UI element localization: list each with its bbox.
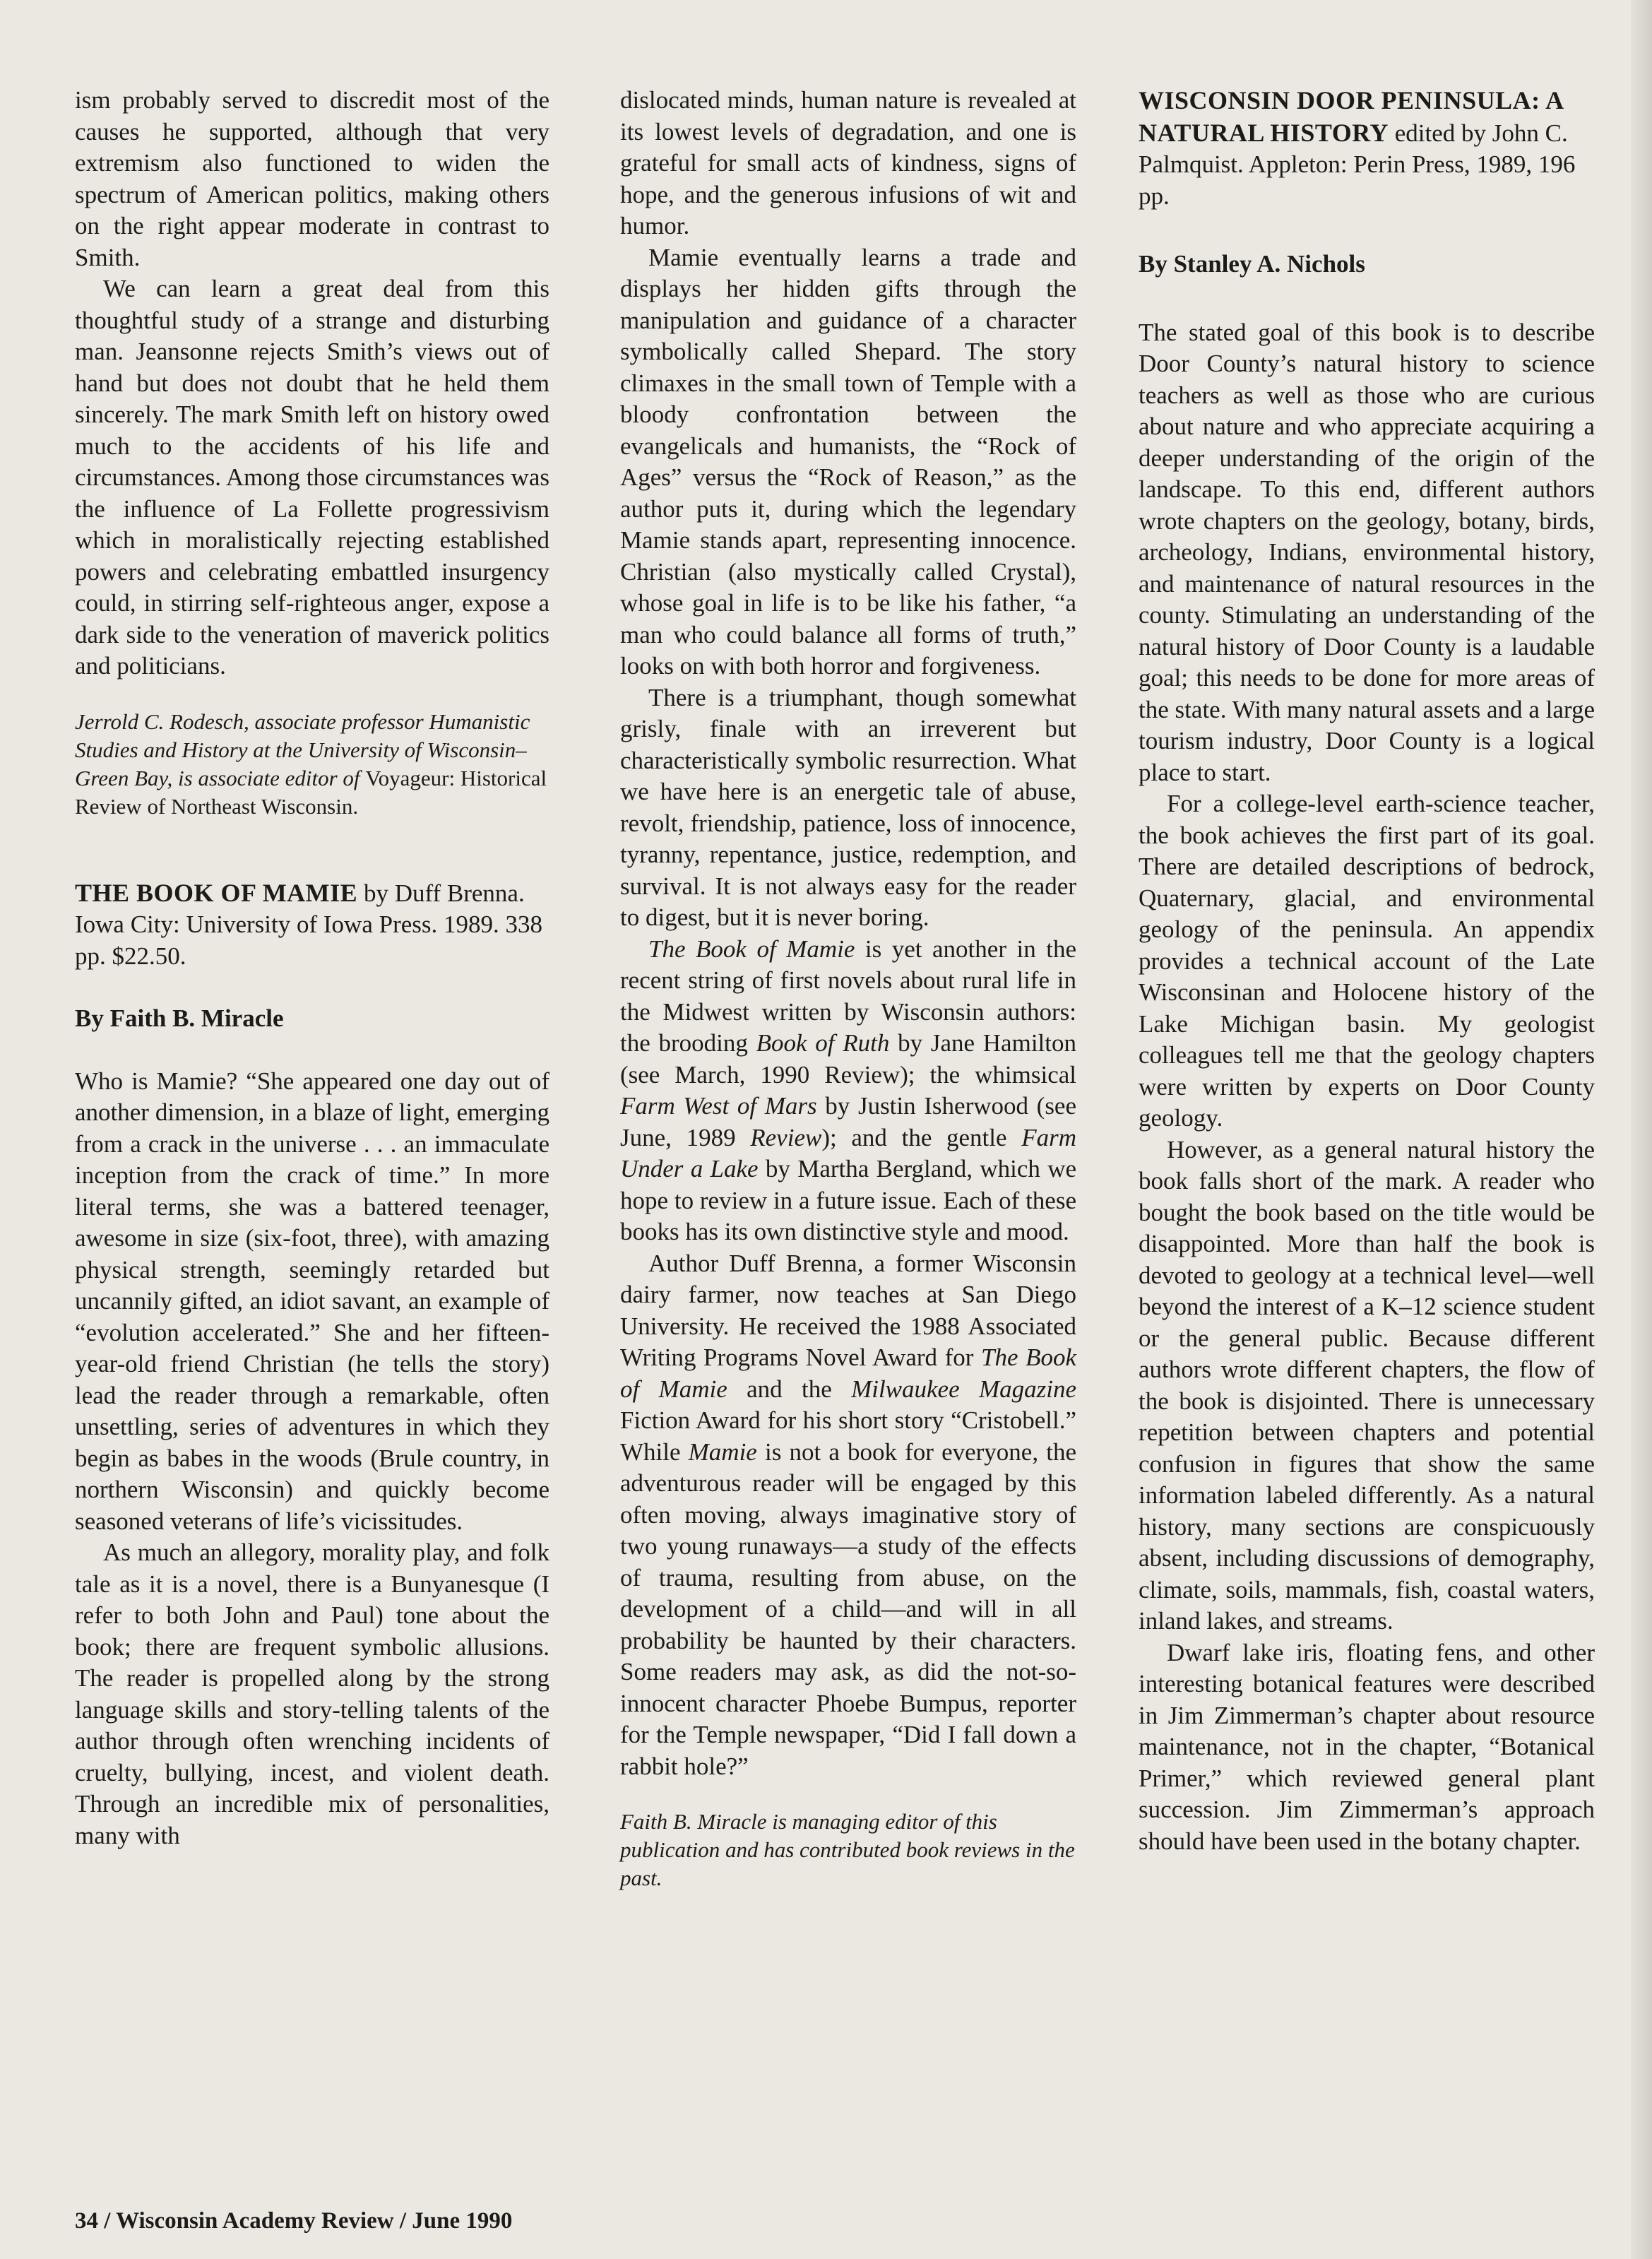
page-edge xyxy=(1631,0,1652,2259)
review-heading xyxy=(1139,85,1595,212)
book-title-ref: Farm West of Mars xyxy=(620,1092,817,1120)
book-info: edited by John C. Palmquist. Appleton: Perin Press, 1989, 196 pp. xyxy=(1139,119,1576,210)
book-title-ref: The Book of Mamie xyxy=(620,1344,1076,1403)
paragraph: The Book of Mamie is yet another in the recent string of first novels about rural life in the Midwest written by Wisconsin authors: the brooding Book of Ruth by Jane Hamilton (see March, 1990 Review); the whimsical Farm West of Mars by Justin Isherwood (see June, 1989 Review); and the gentle Farm Under a Lake by Martha Bergland, which we hope to review in a future issue. Each of these books has its own distinctive style and mood. xyxy=(620,935,1077,1245)
paragraph: The stated goal of this book is to describe Door County’s natural history to science teachers as well as those who are curious about nature and who appreciate acquiring a deeper understanding of the origin of the landscape. To this end, different authors wrote chapters on the geology, botany, birds, archeology, Indians, environmental history, and maintenance of natural resources in the county. Stimulating an understanding of the natural history of Door County is a laudable goal; this needs to be done for more areas of the state. With many natural assets and a large tourism industry, Door County is a logical place to start. xyxy=(1139,318,1595,786)
book-title-ref: Book of Ruth xyxy=(756,1029,890,1057)
paragraph: As much an allegory, morality play, and folk tale as it is a novel, there is a Bunyanesque (I refer to both John and Paul) tone about the book; there are frequent symbolic allusions. The reader is propelled along by the strong language skills and story-telling talents of the author through often wrenching incidents of cruelty, bullying, incest, and violent death. Through an incredible mix of personalities, many with xyxy=(75,1538,549,1849)
paragraph: There is a triumphant, though somewhat grisly, finale with an irreverent but characteristically symbolic resurrection. What we have here is an energetic tale of abuse, revolt, friendship, patience, loss of innocence, tyranny, repentance, justice, redemption, and survival. It is not always easy for the reader to digest, but it is never boring. xyxy=(620,683,1076,931)
byline: By Stanley A. Nichols xyxy=(1139,250,1365,278)
paragraph: For a college-level earth-science teacher, the book achieves the first part of its goal. There are detailed descriptions of bedrock, Quaternary, glacial, and environmental geology of the peninsula. An appendix provides a technical account of the Late Wisconsinan and Holocene history of the Lake Michigan basin. My geologist colleagues tell me that the geology chapters were written by experts on Door County geology. xyxy=(1139,790,1595,1132)
paragraph: Author Duff Brenna, a former Wisconsin dairy farmer, now teaches at San Diego University. He received the 1988 Associated Writing Programs Novel Award for The Book of Mamie and the Milwaukee Magazine Fiction Award for his short story “Cristobell.” While Mamie is not a book for everyone, the adventurous reader will be engaged by this often moving, always imaginative story of two young runaways—a study of the effects of trauma, resulting from abuse, on the development of a child—and will in all probability be haunted by their characters. Some readers may ask, as did the not-so-innocent character Phoebe Bumpus, reporter for the Temple newspaper, “Did I fall down a rabbit hole?” xyxy=(620,1249,1077,1780)
paragraph: Dwarf lake iris, floating fens, and other interesting botanical features were described in Jim Zimmerman’s chapter about resource maintenance, not in the chapter, “Botanical Primer,” which reviewed general plant succession. Jim Zimmerman’s approach should have been used in the botany chapter. xyxy=(1139,1638,1595,1855)
reviewer-bio xyxy=(75,708,549,821)
column-3 xyxy=(1139,85,1595,1857)
publication-ref: Review xyxy=(750,1123,822,1151)
bio-publication: Voyageur: Historical Review of Northeast Wisconsin. xyxy=(75,765,547,819)
page-footer: 34 / Wisconsin Academy Review / June 1990 xyxy=(75,2208,513,2234)
paragraph: Mamie eventually learns a trade and displays her hidden gifts through the manipulation and guidance of a character symbolically called Shepard. The story climaxes in the small town of Temple with a bloody confrontation between the evangelicals and humanists, the “Rock of Ages” versus the “Rock of Reason,” as the author puts it, during which the legendary Mamie stands apart, representing innocence. Christian (also mystically called Crystal), whose goal in life is to be like his father, “a man who could balance all forms of truth,” looks on with both horror and forgiveness. xyxy=(620,243,1076,680)
column-1 xyxy=(75,85,549,1851)
column-2 xyxy=(620,85,1076,1892)
book-info: by Duff Brenna. Iowa City: University of Iowa Press. 1989. 338 pp. $22.50. xyxy=(75,879,543,970)
publication-ref: Milwaukee Magazine xyxy=(851,1375,1077,1403)
paragraph: Who is Mamie? “She appeared one day out of another dimension, in a blaze of light, emerging from a crack in the universe . . . an immaculate inception from the crack of time.” In more literal terms, she was a battered teenager, awesome in size (six-foot, three), with amazing physical strength, seemingly retarded but uncannily gifted, an idiot savant, an example of “evolution accelerated.” She and her fifteen-year-old friend Christian (he tells the story) lead the reader through a remarkable, often unsettling, series of adventures in which they begin as babes in the woods (Brule country, in northern Wisconsin) and quickly become seasoned veterans of life’s vicissitudes. xyxy=(75,1067,549,1535)
book-title-ref: Farm Under a Lake xyxy=(620,1123,1076,1182)
bio-text: Jerrold C. Rodesch, associate professor Humanistic Studies and History at the University of Wisconsin–Green Bay, is associate editor of xyxy=(75,708,530,790)
paragraph: We can learn a great deal from this thoughtful study of a strange and disturbing man. Jeansonne rejects Smith’s views out of hand but does not doubt that he held them sincerely. The mark Smith left on history owed much to the accidents of his life and circumstances. Among those circumstances was the influence of La Follette progressivism which in moralistically rejecting established powers and celebrating embattled insurgency could, in stirring self-righteous anger, expose a dark side to the veneration of maverick politics and politicians. xyxy=(75,275,549,680)
paragraph: However, as a general natural history the book falls short of the mark. A reader who bought the book based on the title would be disappointed. More than half the book is devoted to geology at a technical level—well beyond the interest of a K–12 science student or the general public. Because different authors wrote different chapters, the flow of the book is disjointed. There is unnecessary repetition between chapters and potential confusion in figures that show the same information labeled differently. As a natural history, many sections are conspicuously absent, including discussions of demography, climate, soils, mammals, fish, coastal waters, inland lakes, and streams. xyxy=(1139,1135,1595,1635)
book-title-ref: Mamie xyxy=(688,1437,757,1466)
review-heading xyxy=(75,877,549,973)
reviewer-bio: Faith B. Miracle is managing editor of this publication and has contributed book reviews in the past. xyxy=(620,1809,1075,1890)
book-title: THE BOOK OF MAMIE xyxy=(75,878,358,907)
paragraph: ism probably served to discredit most of the causes he supported, although that very extremism also functioned to widen the spectrum of American politics, making others on the right appear moderate in contrast to Smith. xyxy=(75,86,549,271)
byline: By Faith B. Miracle xyxy=(75,1004,284,1032)
book-title-ref: The Book of Mamie xyxy=(648,935,855,963)
paragraph: dislocated minds, human nature is revealed at its lowest levels of degradation, and one is grateful for small acts of kindness, signs of hope, and the generous infusions of wit and humor. xyxy=(620,86,1076,239)
book-title: WISCONSIN DOOR PENINSULA: A NATURAL HISTORY xyxy=(1139,86,1563,147)
